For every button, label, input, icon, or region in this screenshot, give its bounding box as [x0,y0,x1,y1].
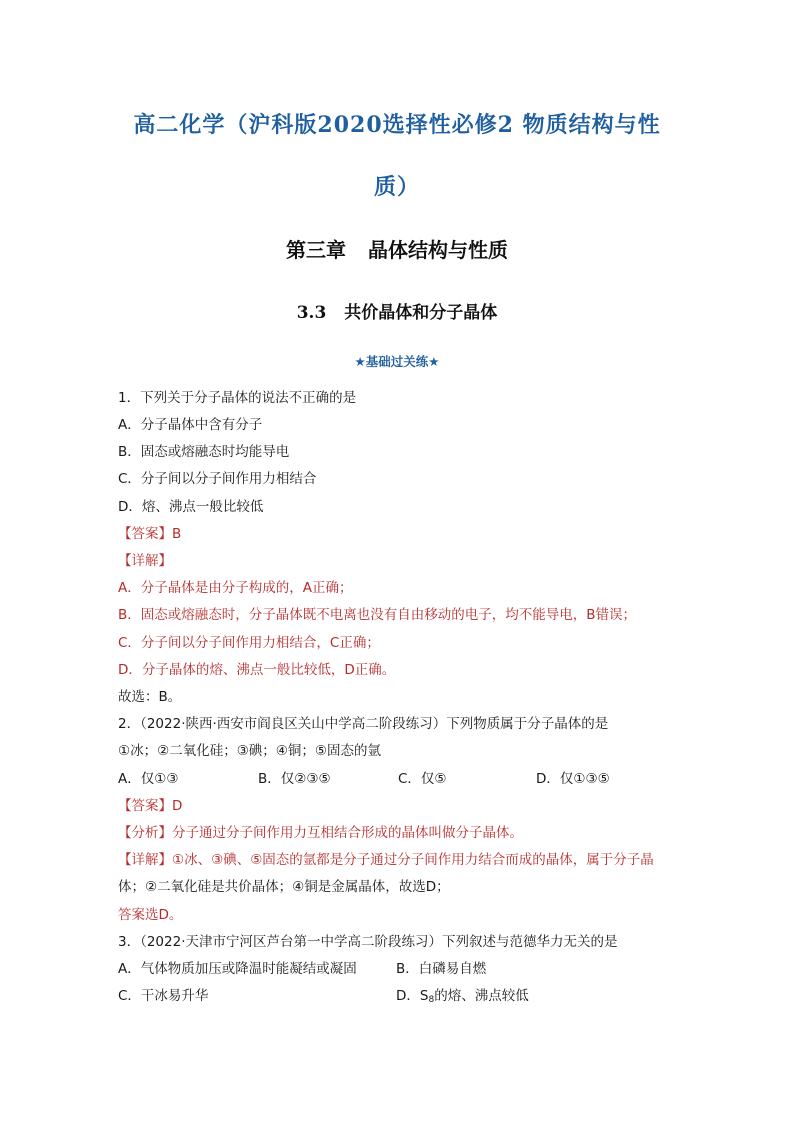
q1-detail-label: 【详解】 [118,553,172,569]
q1-detail-a: A．分子晶体是由分子构成的，A正确； [118,580,353,596]
q2-detail-label: 【详解】 [118,852,172,868]
q2-option-c: C．仅⑤ [398,771,447,787]
q3-option-a: A．气体物质加压或降温时能凝结或凝固 [118,961,357,977]
q3-option-d [396,986,529,1010]
q1-option-d: D．熔、沸点一般比较低 [118,499,264,515]
chapter-number: 第三章 [286,238,346,262]
q3-option-d-subscript: 8 [428,995,435,1005]
document-title-line-2: 质） [373,174,420,200]
q2-detail-line-1 [118,850,698,870]
section-number: 3.3 [296,303,327,323]
q1-option-b: B．固态或熔融态时均能导电 [118,444,290,460]
document-title-line-1: 高二化学（沪科版2020选择性必修2 物质结构与性 [133,112,661,138]
q1-option-a: A．分子晶体中含有分子 [118,417,263,433]
q3-option-c: C．干冰易升华 [118,988,209,1004]
q3-option-d-suffix: 的熔、沸点较低 [434,988,529,1004]
q3-stem: 3．（2022·天津市宁河区芦台第一中学高二阶段练习）下列叙述与范德华力无关的是 [118,934,618,950]
chapter-heading [0,234,794,263]
section-name: 共价晶体和分子晶体 [344,303,498,323]
q1-answer: 【答案】B [118,526,182,542]
q2-analysis [118,823,698,843]
chapter-name: 晶体结构与性质 [368,238,508,262]
q2-stem: 2．（2022·陕西·西安市阎良区关山中学高二阶段练习）下列物质属于分子晶体的是 [118,716,609,732]
q1-detail-d: D．分子晶体的熔、沸点一般比较低，D正确。 [118,662,396,678]
q2-items: ①冰；②二氧化硅；③碘；④铜；⑤固态的氩 [118,743,382,759]
q2-analysis-text: 分子通过分子间作用力互相结合形成的晶体叫做分子晶体。 [172,825,523,841]
q1-option-c: C．分子间以分子间作用力相结合 [118,471,317,487]
q1-detail-c: C．分子间以分子间作用力相结合，C正确； [118,635,380,651]
q2-option-b: B．仅②③⑤ [258,771,331,787]
q1-stem: 1．下列关于分子晶体的说法不正确的是 [118,390,357,406]
q2-option-d: D．仅①③⑤ [536,771,610,787]
section-heading [0,298,794,323]
exercise-banner: ★基础过关练★ [354,354,440,369]
q2-detail-text-1: ①冰、③碘、⑤固态的氩都是分子通过分子间作用力结合而成的晶体，属于分子晶 [172,852,654,868]
q2-answer: 【答案】D [118,798,183,814]
q3-option-b: B．白磷易自燃 [396,961,487,977]
q2-conclusion: 答案选D。 [118,907,183,923]
q1-conclusion: 故选：B。 [118,689,182,705]
q1-detail-b: B．固态或熔融态时，分子晶体既不电离也没有自由移动的电子，均不能导电，B错误； [118,607,637,623]
q2-detail-line-2: 体；②二氧化硅是共价晶体；④铜是金属晶体，故选D； [118,879,450,895]
q3-option-d-prefix: D．S [396,988,429,1004]
q2-option-a: A．仅①③ [118,771,179,787]
q2-analysis-label: 【分析】 [118,825,172,841]
